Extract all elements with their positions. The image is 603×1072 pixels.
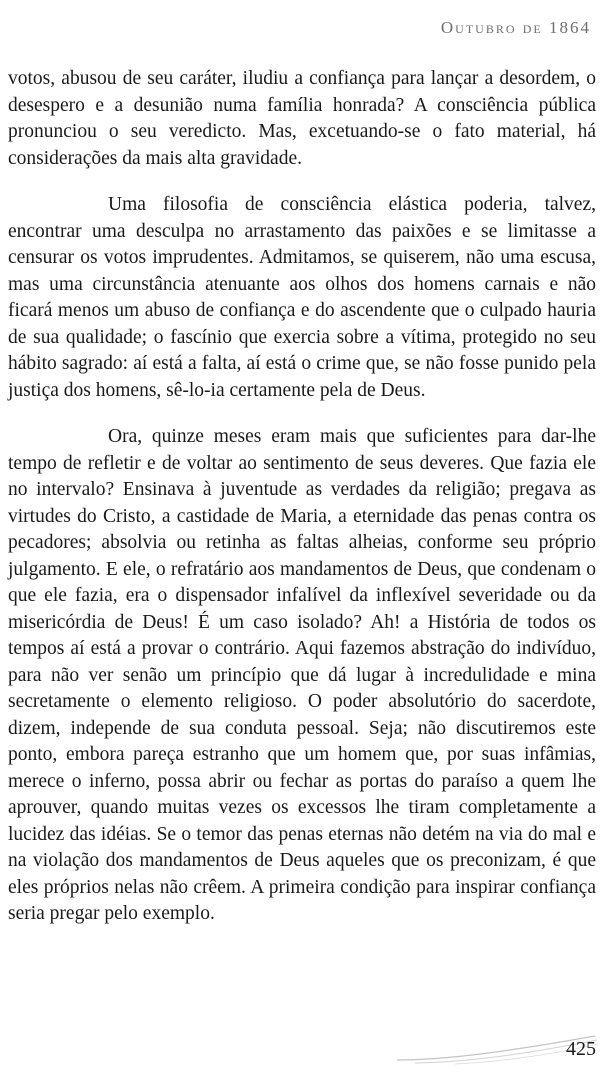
body-text [8, 66, 596, 948]
running-header: Outubro de 1864 [440, 18, 591, 37]
paragraph-2: Uma filosofia de consciência elástica poderia, talvez, encontrar uma desculpa no arrastamento das paixões e se limitasse a censurar os votos imprudentes. Admitamos, se quiserem, não uma escusa, mas uma circunstância atenuante aos olhos dos homens carnais e não ficará menos um abuso de confiança e do ascendente que o culpado hauria de sua qualidade; o fascínio que exercia sobre a vítima, protegido no seu hábito sagrado: aí está a falta, aí está o crime que, se não fosse punido pela justiça dos homens, sê-lo-ia certamente pela de Deus. [8, 194, 596, 401]
page-number: 425 [566, 1038, 596, 1060]
paragraph-1: votos, abusou de seu caráter, iludiu a confiança para lançar a desordem, o desespero e a desunião numa família honrada? A consciência pública pronunciou o seu veredicto. Mas, excetuando-se o fato material, há considerações da mais alta gravidade. [8, 68, 596, 169]
paragraph-3: Ora, quinze meses eram mais que suficientes para dar-lhe tempo de refletir e de voltar ao sentimento de seus deveres. Que fazia ele no intervalo? Ensinava à juventude as verdades da religião; pregava as virtudes do Cristo, a castidade de Maria, a eternidade das penas contra os pecadores; absolvia ou retinha as faltas alheias, conforme seu próprio julgamento. E ele, o refratário aos mandamentos de Deus, que condenam o que ele fazia, era o dispensador infalível da inflexível severidade ou da misericórdia de Deus! É um caso isolado? Ah! a História de todos os tempos aí está a provar o contrário. Aqui fazemos abstração do indivíduo, para não ver senão um princípio que dá lugar à incredulidade e mina secretamente o elemento religioso. O poder absolutório do sacerdote, dizem, independe de sua conduta pessoal. Seja; não discutiremos este ponto, embora pareça estranho que um homem que, por suas infâmias, merece o inferno, possa abrir ou fechar as portas do paraíso a quem lhe aprouver, quando muitas vezes os excessos lhe tiram completamente a lucidez das idéias. Se o temor das penas eternas não detém na via do mal e na violação dos mandamentos de Deus aqueles que os preconizam, é que eles próprios nelas não crêem. A primeira condição para inspirar confiança seria pregar pelo exemplo. [8, 426, 596, 924]
